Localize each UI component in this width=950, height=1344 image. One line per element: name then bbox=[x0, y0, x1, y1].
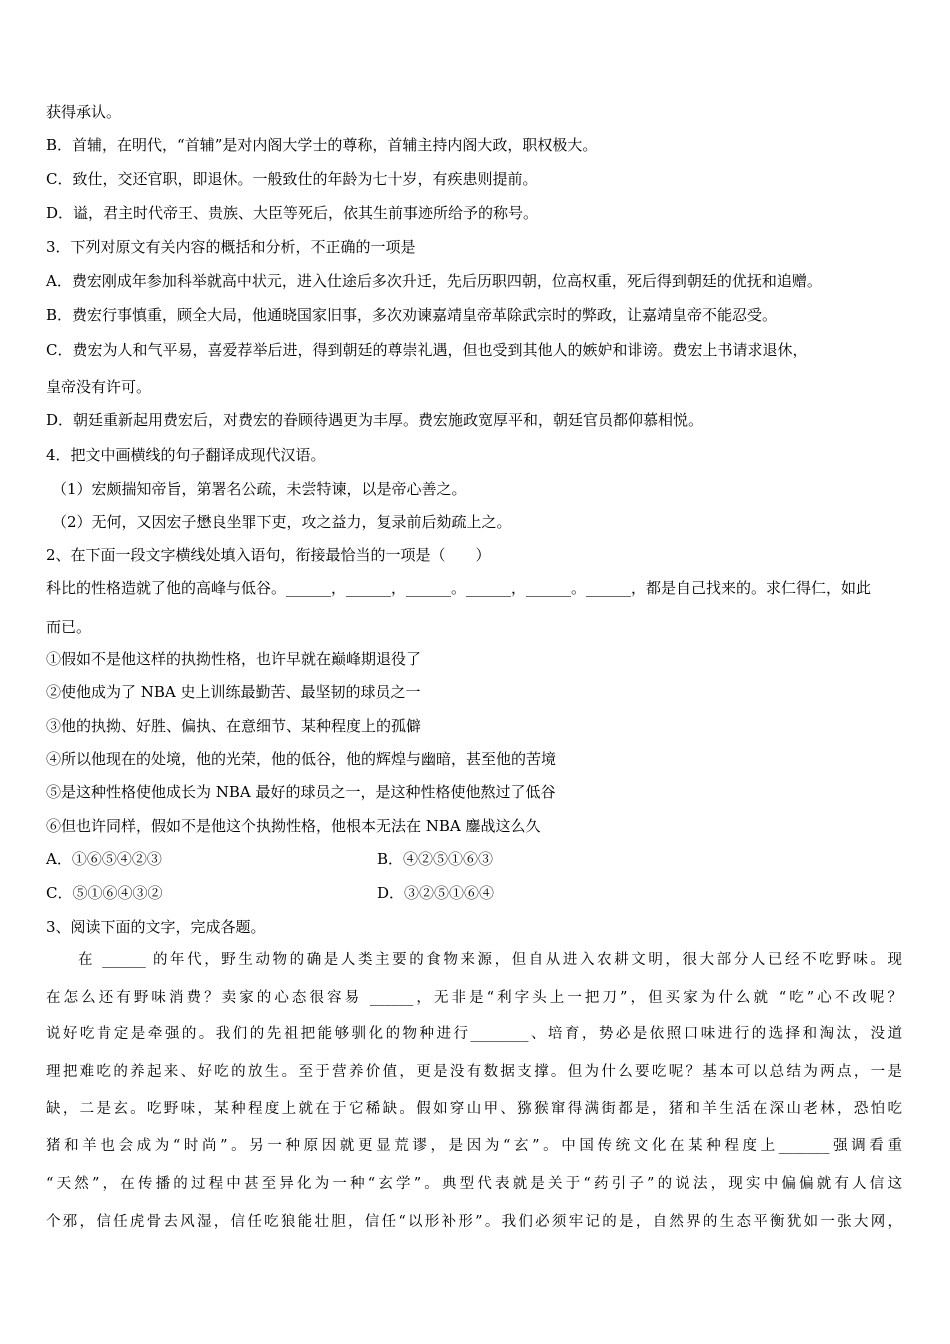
passage-line: “天然”，在传播的过程中甚至异化为一种“玄学”。典型代表就是关于“药引子”的说法，现实中偏偏就有人信这 bbox=[46, 1176, 902, 1192]
option-d: D．谥，君主时代帝王、贵族、大臣等死后，依其生前事迹所给予的称号。 bbox=[46, 204, 539, 222]
section-heading: 3、阅读下面的文字，完成各题。 bbox=[46, 918, 266, 936]
option-b: B．④②⑤①⑥③ bbox=[377, 850, 494, 868]
passage-line: 缺，二是玄。吃野味，某种程度上就在于它稀缺。假如穿山甲、猕猴窜得满街都是，猪和羊生活在深山老林，恐怕吃 bbox=[46, 1101, 902, 1117]
option-a: A．①⑥⑤④②③ bbox=[46, 850, 162, 868]
fill-in-text: 科比的性格造就了他的高峰与低谷。______，______，______。______，______。______，都是自己找来的。求仁得仁，如此 bbox=[46, 579, 872, 597]
passage-line: 个邪，信任虎骨去风湿，信任吃狼能壮胆，信任“以形补形”。我们必须牢记的是，自然界的生态平衡犹如一张大网， bbox=[46, 1214, 902, 1230]
list-item: ⑤是这种性格使他成长为 NBA 最好的球员之一，是这种性格使他熬过了低谷 bbox=[46, 783, 556, 801]
passage-line: 理把难吃的养起来、好吃的放生。至于营养价值，更是没有数据支撑。但为什么要吃呢？基本可以总结为两点，一是 bbox=[46, 1064, 902, 1080]
option-a: A．费宏刚成年参加科举就高中状元，进入仕途后多次升迁，先后历职四朝，位高权重，死后得到朝廷的优抚和追赠。 bbox=[46, 272, 822, 290]
passage-line: 猪和羊也会成为“时尚”。另一种原因就更显荒谬，是因为“玄”。中国传统文化在某种程度上_______强调看重 bbox=[46, 1138, 902, 1154]
option-c-continued: 皇帝没有许可。 bbox=[46, 378, 152, 396]
option-c: C．⑤①⑥④③② bbox=[46, 884, 163, 902]
sentence-2: （2）无何，又因宏子懋良坐罪下吏，攻之益力，复录前后劾疏上之。 bbox=[52, 513, 512, 531]
option-c: C．致仕，交还官职，即退休。一般致仕的年龄为七十岁，有疾患则提前。 bbox=[46, 170, 538, 188]
list-item: ⑥但也许同样，假如不是他这个执拗性格，他根本无法在 NBA 鏖战这么久 bbox=[46, 817, 541, 835]
sentence-1: （1）宏颇揣知帝旨，第署名公疏，未尝特谏，以是帝心善之。 bbox=[52, 480, 467, 498]
option-c: C．费宏为人和气平易，喜爱荐举后进，得到朝廷的尊崇礼遇，但也受到其他人的嫉妒和诽谤。费宏上书请求退休， bbox=[46, 341, 808, 359]
list-item: ②使他成为了 NBA 史上训练最勤苦、最坚韧的球员之一 bbox=[46, 683, 421, 701]
passage-line: 在怎么还有野味消费？卖家的心态很容易 ______，无非是“利字头上一把刀”，但买家为什么就 “吃”心不改呢？ bbox=[46, 990, 902, 1006]
option-d: D．朝廷重新起用费宏后，对费宏的眷顾待遇更为丰厚。费宏施政宽厚平和，朝廷官员都仰慕相悦。 bbox=[46, 411, 704, 429]
list-item: ③他的执拗、好胜、偏执、在意细节、某种程度上的孤僻 bbox=[46, 717, 422, 735]
list-item: ④所以他现在的处境，他的光荣，他的低谷，他的辉煌与幽暗，甚至他的苦境 bbox=[46, 750, 557, 768]
option-b: B．首辅，在明代，“首辅”是对内阁大学士的尊称，首辅主持内阁大政，职权极大。 bbox=[46, 136, 598, 154]
passage-line: 说好吃肯定是牵强的。我们的先祖把能够驯化的物种进行________、培育，势必是依照口味进行的选择和淘汰，没道 bbox=[46, 1026, 902, 1042]
option-b: B．费宏行事慎重，顾全大局，他通晓国家旧事，多次劝谏嘉靖皇帝革除武宗时的弊政，让嘉靖皇帝不能忍受。 bbox=[46, 306, 778, 324]
fill-in-text-continued: 而已。 bbox=[46, 618, 92, 636]
question-stem: 4．把文中画横线的句子翻译成现代汉语。 bbox=[46, 446, 326, 464]
option-d: D．③②⑤①⑥④ bbox=[377, 884, 495, 902]
question-stem: 2、在下面一段文字横线处填入语句，衔接最恰当的一项是（ ） bbox=[46, 546, 491, 564]
passage-line: 在 ______ 的年代，野生动物的确是人类主要的食物来源，但自从进入农耕文明，很大部分人已经不吃野味。现 bbox=[78, 952, 902, 968]
list-item: ①假如不是他这样的执拗性格，也许早就在巅峰期退役了 bbox=[46, 650, 422, 668]
text-line: 获得承认。 bbox=[46, 103, 122, 121]
question-stem: 3．下列对原文有关内容的概括和分析，不正确的一项是 bbox=[46, 238, 416, 256]
